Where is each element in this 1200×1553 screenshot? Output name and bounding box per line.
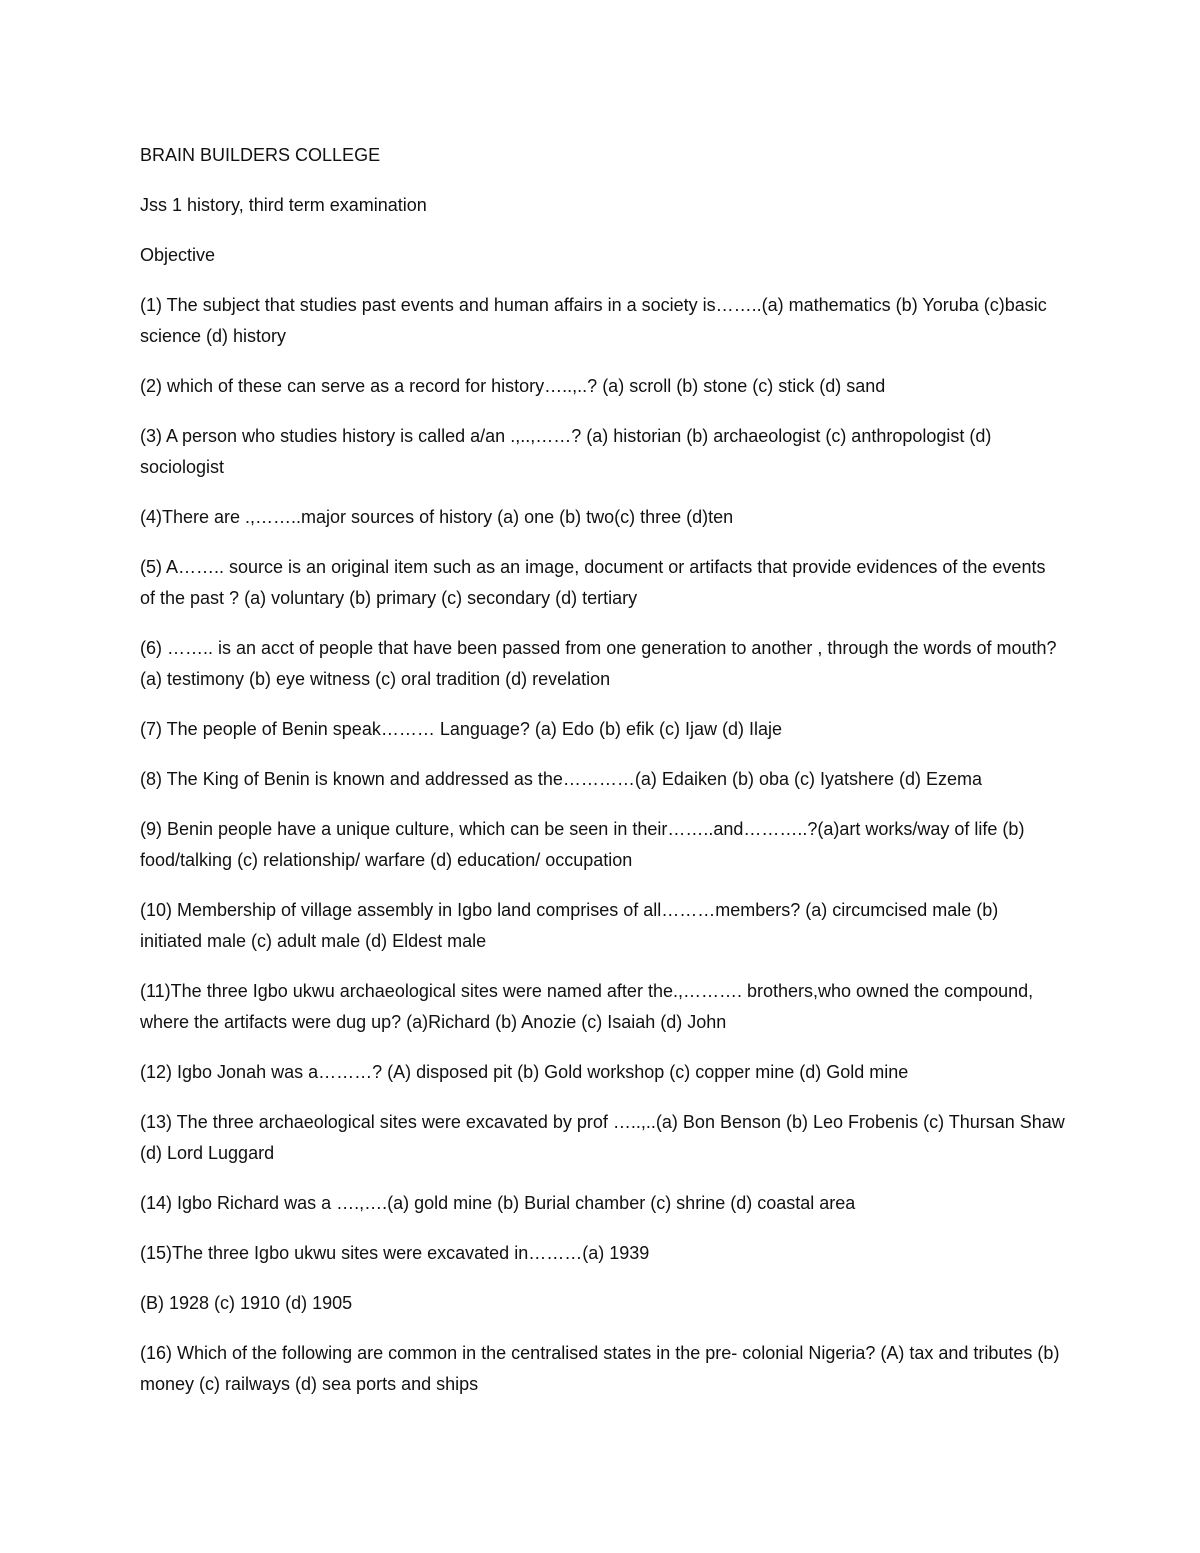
question-9: (9) Benin people have a unique culture, which can be seen in their……..and………..?(a)art works/way of life (b) food/talking (c) relationship/ warfare (d) education/ occupation xyxy=(140,819,1025,870)
exam-title: Jss 1 history, third term examination xyxy=(140,195,427,215)
exam-page xyxy=(140,140,1065,1419)
question-13: (13) The three archaeological sites were excavated by prof …..,..(a) Bon Benson (b) Leo Frobenis (c) Thursan Shaw (d) Lord Luggard xyxy=(140,1112,1065,1163)
question-7: (7) The people of Benin speak……… Language? (a) Edo (b) efik (c) Ijaw (d) Ilaje xyxy=(140,719,782,739)
question-5: (5) A…….. source is an original item such as an image, document or artifacts that provide evidences of the events of the past ? (a) voluntary (b) primary (c) secondary (d) tertiary xyxy=(140,557,1046,608)
question-12: (12) Igbo Jonah was a………? (A) disposed pit (b) Gold workshop (c) copper mine (d) Gold mine xyxy=(140,1062,909,1082)
question-16: (16) Which of the following are common in the centralised states in the pre- colonial Nigeria? (A) tax and tributes (b) money (c) railways (d) sea ports and ships xyxy=(140,1343,1060,1394)
question-14: (14) Igbo Richard was a ….,….(a) gold mine (b) Burial chamber (c) shrine (d) coastal area xyxy=(140,1193,856,1213)
school-name: BRAIN BUILDERS COLLEGE xyxy=(140,145,381,165)
section-title: Objective xyxy=(140,245,216,265)
question-11: (11)The three Igbo ukwu archaeological sites were named after the.,………. brothers,who owned the compound, where the artifacts were dug up? (a)Richard (b) Anozie (c) Isaiah (d) John xyxy=(140,981,1034,1032)
question-8: (8) The King of Benin is known and addressed as the…………(a) Edaiken (b) oba (c) Iyatshere (d) Ezema xyxy=(140,769,983,789)
question-4: (4)There are .,……..major sources of history (a) one (b) two(c) three (d)ten xyxy=(140,507,734,527)
question-1: (1) The subject that studies past events and human affairs in a society is……..(a) mathematics (b) Yoruba (c)basic science (d) history xyxy=(140,295,1047,346)
question-15: (15)The three Igbo ukwu sites were excavated in………(a) 1939 xyxy=(140,1243,650,1263)
question-2: (2) which of these can serve as a record for history…..,..? (a) scroll (b) stone (c) stick (d) sand xyxy=(140,376,886,396)
question-6: (6) …….. is an acct of people that have been passed from one generation to another , through the words of mouth? (a) testimony (b) eye witness (c) oral tradition (d) revelation xyxy=(140,638,1057,689)
question-15-options-continued: (B) 1928 (c) 1910 (d) 1905 xyxy=(140,1293,353,1313)
question-3: (3) A person who studies history is called a/an .,..,……? (a) historian (b) archaeologist (c) anthropologist (d) sociologist xyxy=(140,426,992,477)
question-10: (10) Membership of village assembly in Igbo land comprises of all………members? (a) circumcised male (b) initiated male (c) adult male (d) Eldest male xyxy=(140,900,999,951)
